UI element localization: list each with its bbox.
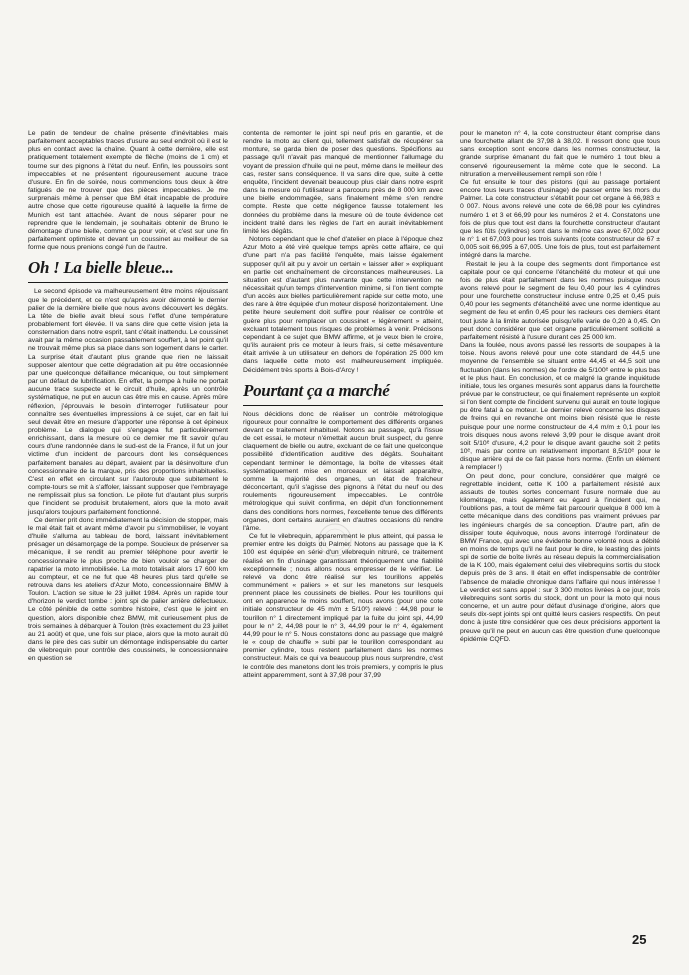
- paragraph: Restait le jeu à la coupe des segments dont l'importance est capitale pour ce qui concerne l'étanchéité du moteur et qui une fois de plus était parfaitement dans les normes puisque nous avons relevé pour le segment de feu 0,40 pour les 4 cylindres pour une fourchette constructeur incluse entre 0,25 et 0,45 puis 0,40 pour les segments d'étanchéité avec une norme identique au segment de feu et enfin 0,45 pour les racleurs ces derniers étant tout juste à la limite autorisée puisqu'elle varie de 0,20 à 0,45. On peut donc considérer que cet organe particulièrement sollicité a parfaitement résisté à l'usure durant ces 25 000 km.: [460, 260, 660, 341]
- paragraph: Le second épisode va malheureusement être moins réjouissant que le précédent, et ce n'est qu'après avoir démonté le dernier palier de la dernière bielle que nous avons découvert les dégâts. La tête de bielle avait bleui sous l'effet d'une température probablement fort élevée. Il va sans dire que cette vision jeta la consternation dans notre esprit, tant c'était inattendu. Le coussinet avait par la même occasion passablement souffert, à tel point qu'il ne trouvait même plus sa place dans son logement dans le carter. La surprise était d'autant plus grande que rien ne laissait supposer alentour que cette dégradation ait pu être occasionnée par une quelconque défaillance mécanique, ou tout simplement par un défaut de lubrification. En effet, la pompe à huile ne portait aucune trace suspecte et le circuit d'huile, après un contrôle systématique, ne put en aucun cas être mis en cause. Après mûre réflexion, j'éprouvais le besoin d'interroger l'utilisateur pour connaître ses éventuelles impressions à ce sujet, car en fait lui seul devait être en mesure d'apporter une réponse à cet épineux problème. Le dialogue qui s'engagea fut particulièrement enrichissant, dans la mesure où ce dernier me fit savoir qu'au cours d'une randonnée dans le sud-est de la France, il fut un jour victime d'un incident de parcours dont les conséquences parfaitement banales au départ, avaient par la désinvolture d'un concessionnaire de la marque, pris des proportions inhabituelles. C'est en effet en circulant sur l'autoroute que subitement le compte-tours se mit à s'affoler, laissant supposer que l'embrayage ne remplissait plus sa fonction. Le pilote fut d'autant plus surpris que l'incident se produisit brutalement, alors que la moto avait jusqu'alors toujours parfaitement fonctionné.: [28, 288, 228, 516]
- paragraph: Ce fut le vilebrequin, apparemment le plus atteint, qui passa le premier entre les doigts du Palmer. Notons au passage que la K 100 est équipée en série d'un vilebrequin nitruré, ce traitement réalisé en fin d'usinage garantissant théoriquement une fiabilité exceptionnelle ; nous allons nous empresser de le vérifier. Le relevé va donc être réalisé sur les tourillons appelés communément « paliers » et sur les manetons sur lesquels prennent place les coussinets de bielles. Pour les tourillons qui ont en apparence le moins souffert, nous avons (pour une cote initiale constructeur de 45 m/m ± 5/10ᵉ) relevé : 44,98 pour le tourillon n° 1 directement impliqué par la fuite du joint spi, 44,99 pour le n° 2, 44,98 pour le n° 3, 44,99 pour le n° 4, également 44,99 pour le n° 5. Nous constatons donc au passage que malgré le « coup de chauffe » subi par le tourillon correspondant au premier cylindre, tous restent parfaitement dans les normes constructeur. Mais ce qui va beaucoup plus nous surprendre, c'est le contrôle des manetons dont les trois premiers, y compris le plus atteint apparemment, sont à 37,98 pour 37,99: [243, 533, 443, 679]
- watermark-stamp-icon: [305, 520, 365, 560]
- paragraph: contenta de remonter le joint spi neuf pris en garantie, et de rendre la moto au client qui, tellement satisfait de récupérer sa monture, se garda bien de poser des questions. Spécifions au passage qu'il n'avait pas manqué de mentionner l'allumage du voyant de pression d'huile qui ne peut, même dans le meilleur des cas, rester sans conséquence. Il va sans dire que, suite à cette enquête, l'incident devenait beaucoup plus clair dans notre esprit dans la mesure où l'utilisateur a parcouru près de 8 000 km avec une bielle endommagée, sans finalement même s'en rendre compte. Reste que cette négligence fausse totalement les données du problème dans la mesure où de toute évidence cet incident traité dans les règles de l'art en aurait inévitablement limité les dégâts.: [243, 130, 443, 235]
- column-3: [460, 130, 660, 644]
- page-number: 25: [632, 932, 647, 947]
- paragraph: Ce dernier prit donc immédiatement la décision de stopper, mais le mal était fait et avant même d'avoir pu s'immobiliser, le voyant d'huile s'alluma au tableau de bord, laissant inévitablement présager un désamorçage de la pompe. Soucieux de préserver sa mécanique, il se rendit au premier téléphone pour avertir le concessionnaire le plus proche de bien vouloir se charger de rapatrier la moto immobilisée. La moto totalisait alors 17 600 km au compteur, et ce ne fut que 48 heures plus tard qu'elle se retrouva dans les ateliers d'Azur Moto, concessionnaire BMW à Toulon. L'action se situe le 23 juillet 1984. Après un rapide tour d'horizon le verdict tombe : joint spi de palier arrière défectueux. Le côté pénible de cette sombre histoire, c'est que le joint en question, alors disponible chez BMW, mit curieusement plus de trois semaines à débarquer à Toulon (très exactement du 23 juillet au 21 août) et que, une fois sur place, alors que la moto aurait dû dans le pire des cas subir un démontage indispensable du carter de vilebrequin pour contrôle des coussinets, le concessionnaire en question se: [28, 516, 228, 663]
- section-heading-bielle-bleue: Oh ! La bielle bleue...: [28, 258, 174, 278]
- paragraph: Ce fut ensuite le tour des pistons (qui au passage portaient encore tous leurs traces d'usinage) de passer entre les mors du Palmer. La cote constructeur s'établit pour cet organe à 66,983 ± 0 007. Nous avons relevé une cote de 66,98 pour les cylindres numéro 1 et 3 et 66,99 pour les numéros 2 et 4. Constatons une fois de plus que tout est dans la fourchette constructeur d'autant que les fûts (cylindres) sont dans le même cas avec 67,002 pour le n° 1 et 67,003 pour les trois suivants (cote constructeur de 67 ± 0,005 soit 66,995 à 67,005. Une fois de plus, tout est parfaitement intégré dans la marche.: [460, 178, 660, 260]
- paragraph: pour le maneton n° 4, la cote constructeur étant comprise dans une fourchette allant de 37,98 à 38,02. Il ressort donc que tous sans exception sont encore dans les normes constructeur, la grande surprise émanant du fait que le numéro 1 tout bleu a conservé rigoureusement la même cote que le second. La nitruration a merveilleusement rempli son rôle !: [460, 130, 660, 178]
- column-2: [243, 130, 443, 680]
- paragraph: Dans la foulée, nous avons passé les ressorts de soupapes à la toise. Nous avons relevé pour une cote standard de 44,5 une moyenne de l'ensemble se situant entre 44,45 et 44,5 soit une fluctuation (dans les normes) de l'ordre de 5/100ᵉ entre le plus bas et le plus haut. En conclusion, et ce malgré la grande inquiétude initiale, tous les organes mesurés sont apparus dans la fourchette prévue par le constructeur, ce qui finalement représente un exploit si l'on tient compte de l'incident survenu qui aurait en toute logique pu être fatal à ce moteur. Le dernier relevé concerne les disques de freins qui en revanche ont moins bien résisté que le reste puisque pour une norme constructeur de 4,4 m/m ± 0,1 pour les trois disques nous avons relevé 3,99 pour le disque avant droit soit 5/10ᵉ d'usure, 4,2 pour le disque avant gauche soit 2 petits 10ᵉ, mais par contre un relativement important 8,5/10ᵉ pour le disque arrière qui de ce fait passe hors norme. (Enfin un élément à remplacer !): [460, 342, 660, 472]
- paragraph: Le patin de tendeur de chaîne présente d'inévitables mais parfaitement acceptables traces d'usure au seul endroit où il est le plus en contact avec la chaîne. Quant à cette dernière, elle est pratiquement totalement exempte de flèche (moins de 1 cm) et tourne sur des pignons à l'état du neuf. Enfin, les poussoirs sont impeccables et ne présentent rigoureusement aucune trace d'usure. En fin de soirée, nous commencions tous deux à être fatigués de ne trouver que des pièces impeccables. Je me surprenais même à penser que BM était incapable de produire autre chose que cette rigoureuse qualité à laquelle la firme de Munich est tant attachée. Avant de nous séparer pour ne reprendre que le lendemain, je souhaitais obtenir de Bruno le démontage d'une bielle, comme ça pour voir, et c'est sur une fin parfaitement optimiste et devant un coussinet au meilleur de sa forme que nous prenions congé l'un de l'autre.: [28, 130, 228, 252]
- heading-rule: [243, 405, 443, 406]
- paragraph: Nous décidions donc de réaliser un contrôle métrologique rigoureux pour connaître le comportement des différents organes devant ce traitement inhabituel. Notons au passage, qu'à l'issue de cet essai, le moteur n'émettait aucun bruit suspect, du genre claquement de bielle ou autre, excluant de ce fait une quelconque possibilité d'identification auditive des dégâts. Souhaitant cependant terminer le démontage, la boîte de vitesses était systématiquement mise en morceaux et laissait apparaître, comme la majorité des organes, un état de fraîcheur déconcertant, qu'il s'agisse des pignons à l'état du neuf ou des roulements rigoureusement impeccables. Le contrôle métrologique qui suivit confirma, en dépit d'un fonctionnement dans des conditions hors normes, l'excellente tenue des différents organes, dont certains auraient en d'autres occasions dû rendre l'âme.: [243, 410, 443, 532]
- heading-rule: [28, 282, 228, 283]
- column-1: [28, 130, 228, 664]
- section-heading-pourtant: Pourtant ça a marché: [243, 380, 390, 400]
- paragraph: On peut donc, pour conclure, considérer que malgré ce regrettable incident, cette K 100 a parfaitement résisté aux assauts de toutes sortes concernant l'usure normale due au kilométrage, mais également eu égard à l'incident qui, ne l'oublions pas, a tout de même fait parcourir quelque 8 000 km à cette mécanique dans des conditions pas vraiment prévues par les ingénieurs chargés de sa conception. D'autre part, afin de dissiper toute équivoque, nous avons interrogé l'ordinateur de BMW France, qui avec une évidente bonne volonté nous a débité en moins de temps qu'il ne faut pour le dire, le leasting des joints spi de sortie de boîte livrés au réseau depuis la commercialisation de la K 100, mais également celui des vilebrequins sortis du stock depuis près de 3 ans. Il était en effet indispensable de contrôler l'absence de maladie chronique dans l'affaire qui nous intéresse ! Le verdict est sans appel : sur 3 300 motos livrées à ce jour, trois vilebrequins sont sortis du stock, dont un pour la moto qui nous concerne, et un autre pour défaut d'usinage d'origine, alors que seuls dix-sept joints spi ont quitté leurs casiers respectifs. On peut donc à juste titre considérer que ces deux précisions apportent la preuve qu'il ne peut en aucun cas être question d'une quelconque épidémie CQFD.: [460, 472, 660, 643]
- paragraph: Notons cependant que le chef d'atelier en place à l'époque chez Azur Moto a été viré quelque temps après cette affaire, ce qui d'une part n'a pas facilité l'enquête, mais laisse également supposer qu'il ait pu y avoir un certain « laisser aller » expliquant en partie cet enchaînement de circonstances malheureuses. La situation est d'autant plus navrante que cette intervention ne nécessitait qu'un temps d'intervention minime, si l'on tient compte d'un accès aux bielles particulièrement rapide sur cette moto, une des rare à être équipée d'un moteur disposé horizontalement. Une petite heure seulement doit suffire pour réaliser ce contrôle et guère plus pour remplacer un coussinet « légèrement » atteint, excluant totalement tous risques de problèmes à venir. Précisons cependant à ce sujet que BMW affirme, et je veux bien le croire, qu'ils auraient pris ce moteur à leurs frais, si cette mésaventure était arrivée à un utilisateur en dehors de l'opération 25 000 km dans laquelle cette moto est malheureusement impliquée. Décidément très sports à Bois-d'Arcy !: [243, 236, 443, 374]
